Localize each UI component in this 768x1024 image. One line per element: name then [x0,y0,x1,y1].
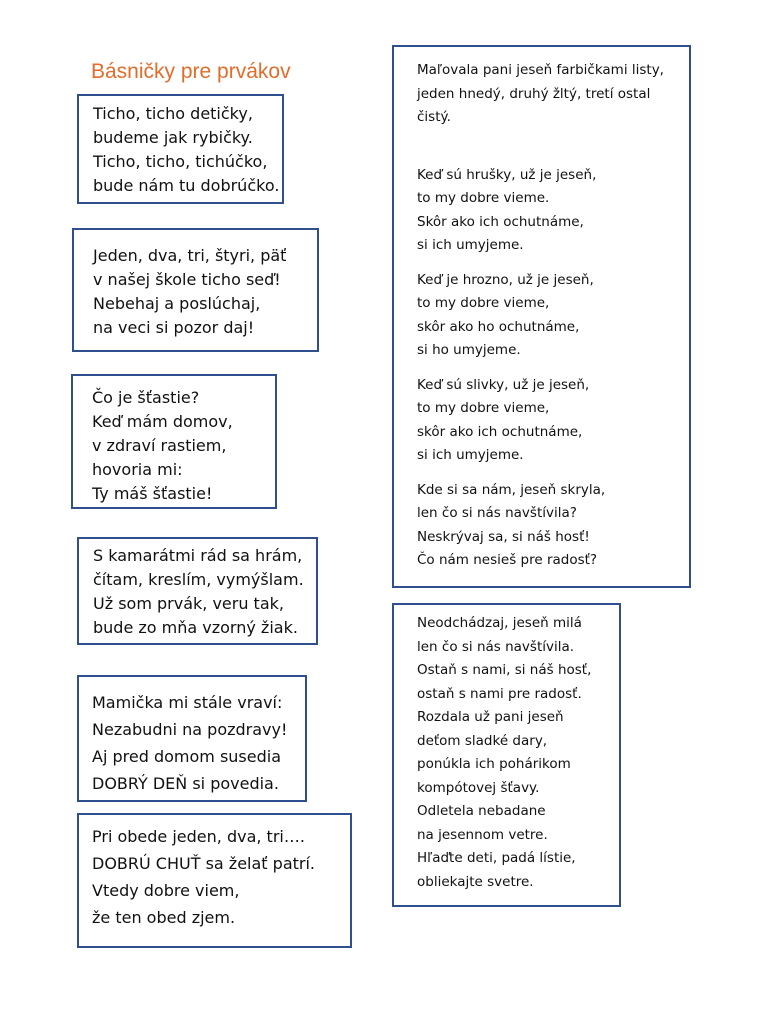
poem-line: Skôr ako ich ochutnáme, [417,213,584,230]
poem-line: Keď sú hrušky, už je jeseň, [417,166,597,183]
poem-line: Neskrývaj sa, si náš hosť! [417,528,590,545]
poem-line: Odletela nebadane [417,803,546,819]
poem-line: to my dobre vieme, [417,400,550,416]
poem-line: hovoria mi: [92,460,183,479]
poem-line: Neodchádzaj, jeseň milá [417,615,582,631]
poem-line: Vtedy dobre viem, [92,881,240,900]
poem-line: skôr ako ich ochutnáme, [417,423,583,440]
poem-line: v zdraví rastiem, [92,436,227,455]
poem-line: Maľovala pani jeseň farbičkami listy, [417,62,664,78]
page-title: Básničky pre prvákov [91,60,291,83]
poem-line: Pri obede jeden, dva, tri…. [92,827,305,846]
poem-line: Aj pred domom susedia [92,747,281,766]
poem-line: na veci si pozor daj! [93,318,255,337]
poem-line: na jesennom vetre. [417,826,548,843]
poem-line: Keď je hrozno, už je jeseň, [417,271,594,288]
poem-box-5 [77,675,307,802]
poem-line: Ty máš šťastie! [92,484,213,503]
poem-line: si ho umyjeme. [417,342,521,358]
poem-line: to my dobre vieme, [417,295,550,311]
poem-line: že ten obed zjem. [92,908,236,927]
poem-box-3 [71,374,277,509]
poem-line: v našej škole ticho seď! [93,270,281,289]
autumn-farewell-box [392,603,621,907]
poem-line: Čo je šťastie? [92,388,200,407]
poem-line: Rozdala už pani jeseň [417,709,564,725]
poem-line: deťom sladké dary, [417,732,548,749]
poem-line: Keď sú slivky, už je jeseň, [417,376,590,393]
poem-line: Čo nám nesieš pre radosť? [417,552,598,568]
poem-line: Hľaďte deti, padá lístie, [417,850,576,866]
poem-line: Ticho, ticho, tichúčko, [93,152,268,171]
poem-line: len čo si nás navštívila. [417,638,575,655]
poem-line: Nezabudni na pozdravy! [92,720,288,739]
poem-line: budeme jak rybičky. [93,128,253,147]
poem-line: S kamarátmi rád sa hrám, [93,546,303,565]
poem-line: čistý. [417,109,451,125]
poem-line: Ticho, ticho detičky, [93,104,253,123]
poem-line: kompótovej šťavy. [417,779,540,796]
poem-line: len čo si nás navštívila? [417,505,577,521]
poem-line: bude nám tu dobrúčko. [93,176,280,195]
poem-line: ponúkla ich pohárikom [417,756,571,772]
poem-line: bude zo mňa vzorný žiak. [93,618,298,637]
poem-line: skôr ako ho ochutnáme, [417,318,580,335]
poem-line: Keď mám domov, [92,412,233,431]
poem-line: to my dobre vieme. [417,190,550,206]
poem-line: Nebehaj a poslúchaj, [93,294,261,313]
poem-line: Jeden, dva, tri, štyri, päť [93,246,287,265]
poem-line: Ostaň s nami, si náš hosť, [417,662,592,678]
poem-line: ostaň s nami pre radosť. [417,685,582,702]
poem-line: čítam, kreslím, vymýšlam. [93,570,304,589]
poem-line: jeden hnedý, druhý žltý, tretí ostal [417,85,651,102]
poem-line: si ich umyjeme. [417,237,524,253]
poem-line: Mamička mi stále vraví: [92,693,283,712]
poem-line: DOBRÝ DEŇ si povedia. [92,774,279,793]
poem-line: obliekajte svetre. [417,873,534,890]
poem-line: DOBRÚ CHUŤ sa želať patrí. [92,854,315,873]
poem-line: Kde si sa nám, jeseň skryla, [417,481,606,498]
poem-line: Už som prvák, veru tak, [93,594,284,613]
autumn-poem-box [392,45,691,588]
poem-box-2 [72,228,319,352]
poem-box-1 [77,94,284,204]
poem-line: si ich umyjeme. [417,447,524,463]
poem-box-6 [77,813,352,948]
poem-box-4 [77,537,318,645]
